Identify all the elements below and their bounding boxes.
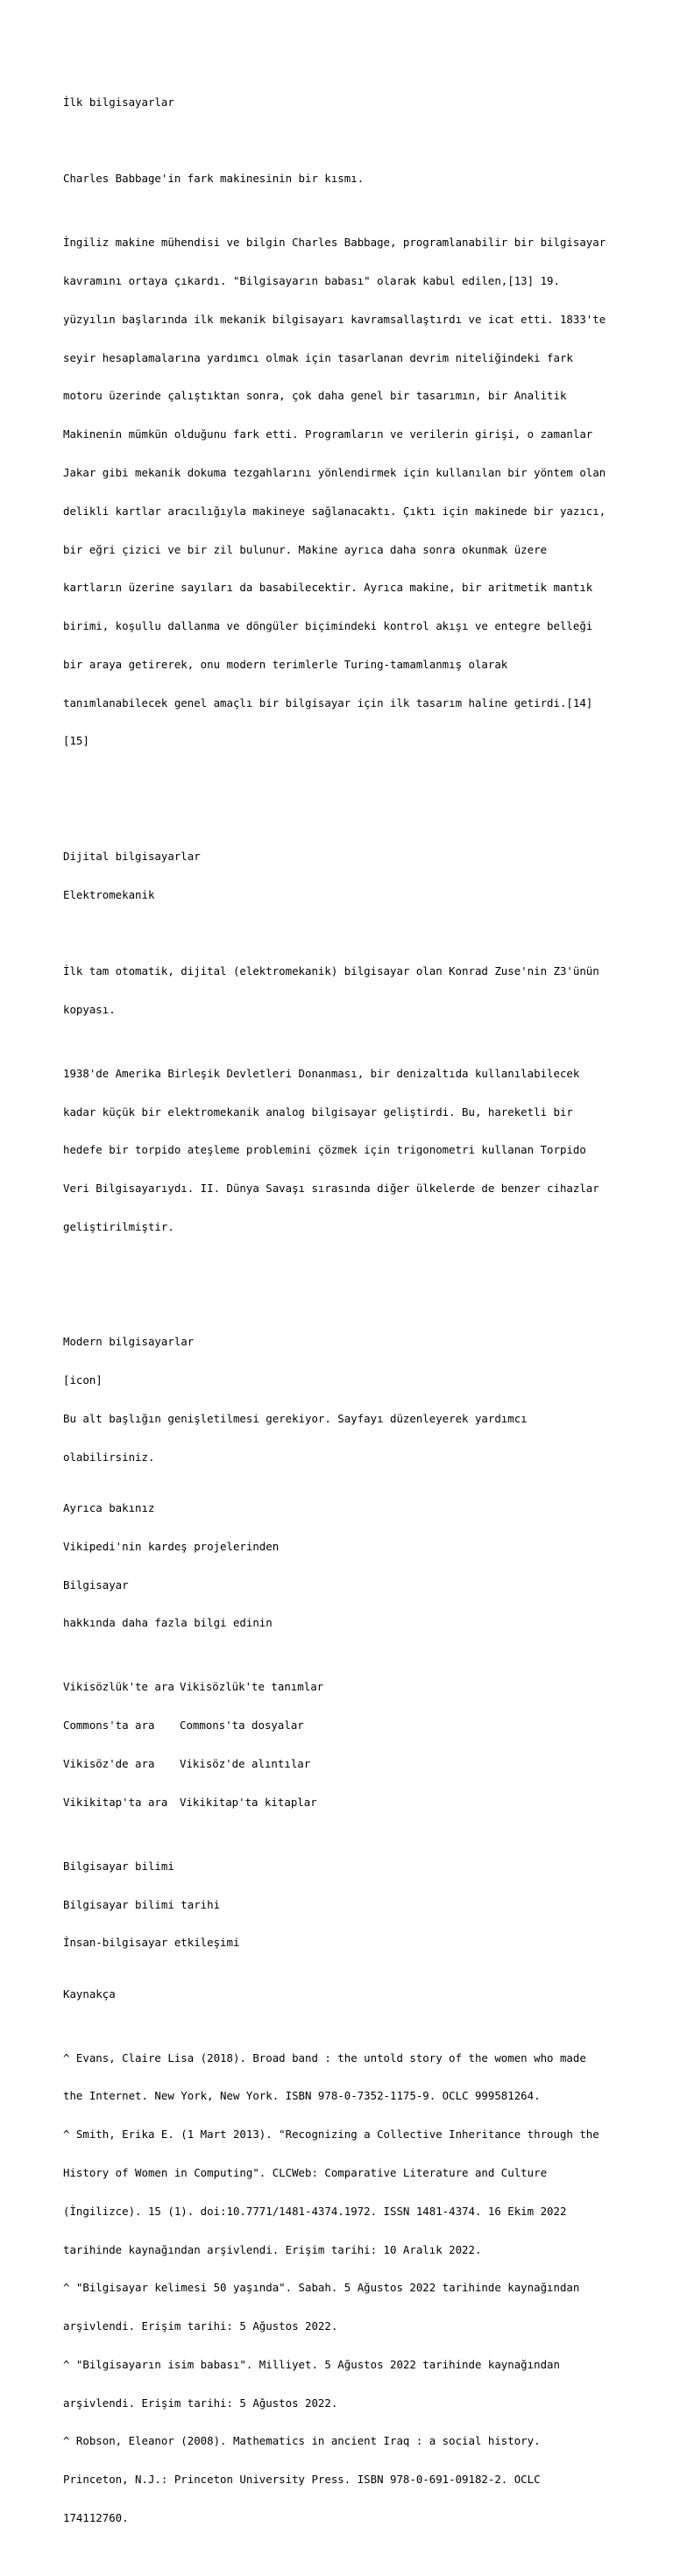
paragraph-line: İngiliz makine mühendisi ve bilgin Charles Babbage, programlanabilir bir bilgisayar [63, 236, 606, 250]
paragraph-line: kavramını ortaya çıkardı. "Bilgisayarın babası" olarak kabul edilen,[13] 19. [63, 274, 560, 288]
section-heading-see-also: Ayrıca bakınız [63, 1501, 155, 1515]
image-caption-z3: kopyası. [63, 1002, 116, 1016]
reference-line: the Internet. New York, New York. ISBN 978-0-7352-1175-9. OCLC 999581264. [63, 2089, 541, 2103]
section-heading-modern-computers: Modern bilgisayarlar [63, 1335, 195, 1349]
paragraph-line: geliştirilmiştir. [63, 1220, 174, 1234]
sister-project-target-link[interactable]: Commons'ta dosyalar [180, 1719, 304, 1733]
paragraph-line: motoru üzerinde çalıştıktan sonra, çok daha genel bir tasarımın, bir Analitik [63, 389, 567, 403]
paragraph-line: 1938'de Amerika Birleşik Devletleri Donanması, bir denizaltıda kullanılabilecek [63, 1066, 580, 1080]
sister-project-target-link[interactable]: Vikisözlük'te tanımlar [180, 1680, 324, 1694]
paragraph-babbage [63, 211, 624, 773]
sister-project-row [63, 1719, 624, 1733]
image-caption-babbage: Charles Babbage'in fark makinesinin bir kısmı. [63, 172, 365, 186]
sister-projects-label: Vikipedi'nin kardeş projelerinden [63, 1539, 280, 1553]
subsection-heading-electromechanical: Elektromekanik [63, 887, 155, 901]
sister-project-row [63, 1758, 624, 1771]
paragraph-line: yüzyılın başlarında ilk mekanik bilgisayarı kavramsallaştırdı ve icat etti. 1833'te [63, 312, 606, 326]
citation-link[interactable]: [15] [63, 734, 89, 748]
sister-project-search-link[interactable]: Vikisözlük'te ara [63, 1680, 174, 1694]
section-heading-references: Kaynakça [63, 1987, 116, 2001]
paragraph-line: Veri Bilgisayarıydı. II. Dünya Savaşı sırasında diğer ülkelerde de benzer cihazlar [63, 1182, 599, 1196]
paragraph-line: delikli kartlar aracılığıyla makineye sağlanacaktı. Çıktı için makinede bir yazıcı, [63, 504, 606, 518]
sister-project-search-link[interactable]: Vikikitap'ta ara [63, 1795, 168, 1809]
paragraph-line: hedefe bir torpido ateşleme problemini çözmek için trigonometri kullanan Torpido [63, 1143, 586, 1157]
related-article-link[interactable]: Bilgisayar bilimi [63, 1859, 174, 1873]
paragraph-line: kadar küçük bir elektromekanik analog bilgisayar geliştirdi. Bu, hareketli bir [63, 1105, 573, 1119]
sister-project-target-link[interactable]: Vikisöz'de alıntılar [180, 1756, 311, 1770]
section-heading-digital-computers: Dijital bilgisayarlar [63, 849, 201, 863]
reference-line: tarihinde kaynağından arşivlendi. Erişim tarihi: 10 Aralık 2022. [63, 2242, 482, 2256]
reference-line: ^ Evans, Claire Lisa (2018). Broad band : the untold story of the women who made [63, 2050, 586, 2064]
reference-line: ^ Robson, Eleanor (2008). Mathematics in ancient Iraq : a social history. [63, 2434, 541, 2448]
paragraph-torpedo [63, 1042, 624, 1260]
reference-line: arşivlendi. Erişim tarihi: 5 Ağustos 2022. [63, 2396, 338, 2410]
expand-notice-icon: [icon] [63, 1373, 103, 1387]
reference-line: (İngilizce). 15 (1). doi:10.7771/1481-4374.1972. ISSN 1481-4374. 16 Ekim 2022 [63, 2204, 567, 2218]
paragraph-line: bir araya getirerek, onu modern terimlerle Turing-tamamlanmış olarak [63, 657, 508, 671]
reference-line: Princeton, N.J.: Princeton University Press. ISBN 978-0-691-09182-2. OCLC [63, 2473, 541, 2487]
paragraph-line: birimi, koşullu dallanma ve döngüler biçimindeki kontrol akışı ve entegre belleği [63, 619, 593, 633]
image-caption-z3: İlk tam otomatik, dijital (elektromekanik) bilgisayar olan Konrad Zuse'nin Z3'ünün [63, 964, 599, 978]
section-heading-first-computers: İlk bilgisayarlar [63, 95, 174, 109]
sister-project-search-link[interactable]: Vikisöz'de ara [63, 1756, 155, 1770]
sister-project-row [63, 1681, 624, 1694]
sister-project-search-link[interactable]: Commons'ta ara [63, 1719, 155, 1733]
reference-line: 174112760. [63, 2511, 129, 2524]
expand-notice-text: Bu alt başlığın genişletilmesi gerekiyor. Sayfayı düzenleyerek yardımcı [63, 1411, 528, 1425]
reference-line: arşivlendi. Erişim tarihi: 5 Ağustos 2022. [63, 2319, 338, 2333]
paragraph-line: Jakar gibi mekanik dokuma tezgahlarını yönlendirmek için kullanılan bir yöntem olan [63, 466, 606, 479]
paragraph-line: Makinenin mümkün olduğunu fark etti. Programların ve verilerin girişi, o zamanlar [63, 427, 593, 441]
related-article-link[interactable]: Bilgisayar bilimi tarihi [63, 1897, 221, 1911]
expand-notice-text: olabilirsiniz. [63, 1450, 155, 1464]
sister-project-target-link[interactable]: Vikikitap'ta kitaplar [180, 1795, 317, 1809]
reference-line: History of Women in Computing". CLCWeb: Comparative Literature and Culture [63, 2165, 548, 2179]
paragraph-line: bir eğri çizici ve bir zil bulunur. Makine ayrıca daha sonra okunmak üzere [63, 542, 548, 556]
reference-line: ^ "Bilgisayar kelimesi 50 yaşında". Sabah. 5 Ağustos 2022 tarihinde kaynağından [63, 2281, 580, 2295]
reference-line: ^ Smith, Erika E. (1 Mart 2013). "Recognizing a Collective Inheritance through the [63, 2128, 599, 2142]
paragraph-line: tanımlanabilecek genel amaçlı bir bilgisayar için ilk tasarım haline getirdi.[14] [63, 695, 593, 709]
sister-projects-more-info: hakkında daha fazla bilgi edinin [63, 1616, 273, 1630]
related-article-link[interactable]: İnsan-bilgisayar etkileşimi [63, 1936, 240, 1950]
sister-projects-table [63, 1655, 624, 1834]
sister-projects-subject: Bilgisayar [63, 1577, 129, 1591]
document-page [63, 58, 624, 2576]
sister-project-row [63, 1796, 624, 1810]
reference-line: ^ "Bilgisayarın isim babası". Milliyet. 5 Ağustos 2022 tarihinde kaynağından [63, 2357, 560, 2371]
reference-list [63, 2026, 624, 2550]
paragraph-line: kartların üzerine sayıları da basabilecektir. Ayrıca makine, bir aritmetik mantık [63, 581, 593, 595]
paragraph-line: seyir hesaplamalarına yardımcı olmak için tasarlanan devrim niteliğindeki fark [63, 350, 573, 364]
